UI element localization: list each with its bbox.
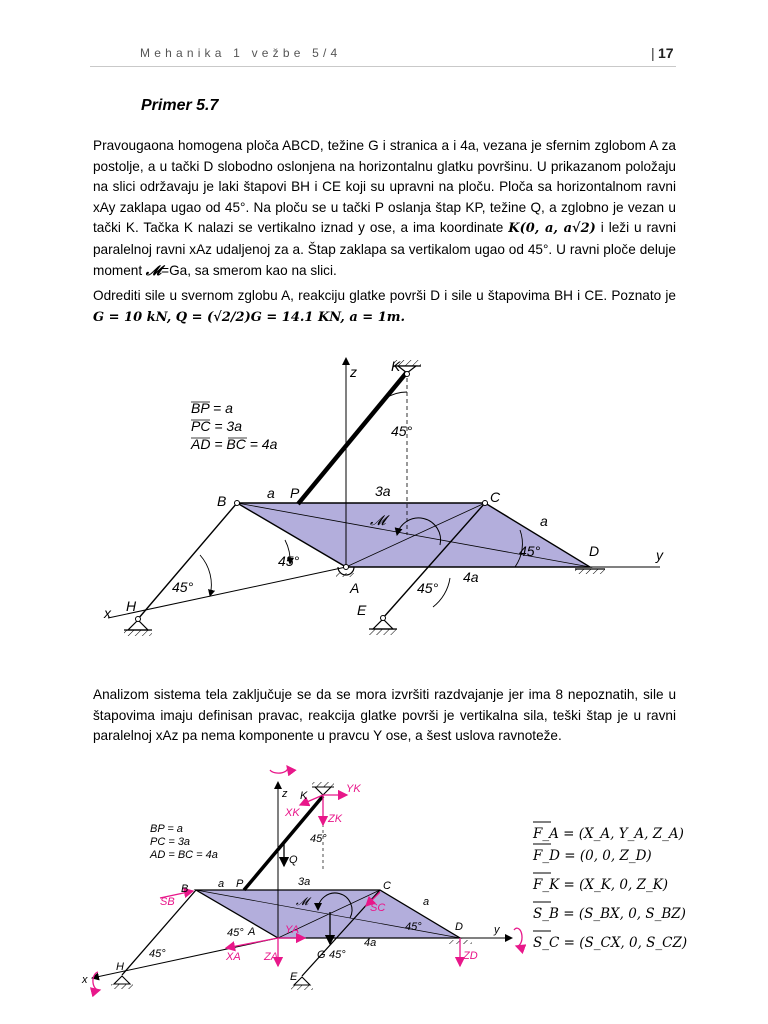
label-seg-a-right-2: a (423, 896, 430, 908)
label-k: K (391, 358, 401, 374)
label-seg-4a: 4a (463, 569, 479, 585)
equation-fd: F_D = (0, 0, Z_D) (533, 848, 652, 864)
label-e: E (357, 602, 367, 618)
equation-fk: F_K = (X_K, 0, Z_K) (533, 877, 669, 893)
angle-arc-left (200, 555, 211, 596)
label-seg-3a: 3a (375, 483, 391, 499)
joint-c (483, 501, 488, 506)
statement-text-3: =Ga, sa smerom kao na slici. (161, 262, 337, 278)
relation-ad-bc: AD = BC = 4a (191, 436, 278, 452)
label-angle-left: 45° (172, 579, 194, 595)
label-d-2: D (455, 921, 463, 933)
task-text: Odrediti sile u svernom zglobu A, reakciju glatke površi D i sile u štapovima BH i CE. Poznato je (93, 288, 676, 303)
rotation-x-icon (93, 972, 100, 990)
coordinate-k: K(0, a, a√2) (508, 221, 596, 237)
force-xa (226, 938, 278, 948)
label-seg-3a-2: 3a (298, 876, 311, 888)
statement-text-2: i leži u ravni paralelnoj ravni xAz udaljenoj za a. Štap zaklapa sa vertikalom ugao od 45°. U ravni ploče deluje moment (93, 220, 676, 278)
relation-ad-bc-2: AD = BC = 4a (150, 849, 218, 861)
label-sc: SC (370, 902, 386, 914)
relation-bp: BP = a (191, 400, 233, 416)
label-p: P (290, 485, 300, 501)
given-values: G = 10 kN, Q = (√2/2)G = 14.1 KN, a = 1m. (93, 309, 406, 325)
label-angle-center-2: 45° (227, 927, 244, 939)
equation-sb: S_B = (S_BX, 0, S_BZ) (533, 906, 686, 922)
support-h (124, 617, 152, 637)
rotation-y-icon (514, 928, 522, 946)
label-e-2: E (290, 971, 298, 983)
equation-fa: F_A = (X_A, Y_A, Z_A) (533, 826, 684, 842)
label-xk: XK (285, 807, 300, 819)
moment-symbol: 𝓜 (145, 262, 162, 279)
label-seg-a-top: a (267, 485, 275, 501)
rod-bh (138, 503, 237, 619)
label-z-2: z (282, 788, 288, 800)
joint-a (344, 565, 349, 570)
equation-sc: S_C = (S_CX, 0, S_CZ) (533, 935, 688, 951)
label-angle-center: 45° (278, 553, 300, 569)
rod-bh-2 (122, 890, 196, 975)
label-a: A (350, 580, 360, 596)
rotation-z-icon (270, 766, 288, 773)
label-angle-top-2: 45° (310, 833, 327, 845)
support-h-2 (111, 976, 133, 989)
label-sb: SB (160, 896, 175, 908)
x-axis (108, 567, 346, 618)
label-angle-right-2: 45° (405, 921, 422, 933)
label-d: D (589, 543, 600, 559)
label-x-2: x (82, 974, 88, 986)
label-h: H (126, 598, 137, 614)
support-e (369, 616, 397, 636)
label-zd: ZD (463, 950, 478, 962)
label-angle-bottom: 45° (417, 580, 439, 596)
label-seg-4a-2: 4a (364, 937, 377, 949)
support-d (575, 569, 605, 574)
page-number: 17 (658, 45, 674, 61)
label-moment: 𝓜 (370, 512, 386, 528)
figure-2 (81, 766, 687, 990)
analysis-paragraph: Analizom sistema tela zaključuje se da se mora izvršiti razdvajanje jer ima 8 nepoznatih, sile u štapovima imaju definisan pravac, reakcija glatke površi je vertikalna sila, teški štap je u ravni paralelnoj xAz pa nema komponente u pravcu Y ose, a šest uslova ravnoteže. (93, 687, 676, 744)
joint-b (235, 501, 240, 506)
label-ya: YA (285, 924, 300, 936)
label-angle-left-2: 45° (149, 948, 166, 960)
label-zk: ZK (328, 813, 343, 825)
relation-pc-2: PC = 3a (150, 836, 191, 848)
label-p-2: P (236, 878, 244, 890)
label-angle-right: 45° (519, 543, 541, 559)
label-c: C (490, 489, 501, 505)
label-z: z (350, 364, 357, 380)
label-xa: XA (226, 951, 241, 963)
label-seg-a-right: a (540, 513, 548, 529)
label-k-2: K (300, 790, 308, 802)
relation-bp-2: BP = a (150, 823, 183, 835)
label-moment-2: 𝓜 (296, 896, 309, 908)
label-b-2: B (181, 883, 189, 895)
label-q: Q (289, 854, 298, 866)
statement-text-1: Pravougaona homogena ploča ABCD, težine G i stranica a i 4a, vezana je sfernim zglobom A za postolje, a u tački D slobodno oslonjena na horizontalnu glatku površinu. U prikazanom položaju na slici održavaju je laki štapovi BH i CE koji su upravni na ploču. Ploča sa horizontalnom ravni xAy zaklapa ugao od 45°. Na ploču se u tački P oslanja štap KP, težine Q, a zglobno je vezan u tački K. Tačka K nalazi se vertikalno iznad y ose, a ima koordinate (93, 138, 676, 236)
relation-pc: PC = 3a (191, 418, 242, 434)
label-angle-top: 45° (391, 423, 413, 439)
header-separator: | (651, 45, 655, 61)
support-k-2 (312, 782, 334, 795)
label-g: G (317, 949, 326, 961)
label-c-2: C (383, 880, 391, 892)
label-x: x (104, 605, 111, 621)
label-y-2: y (494, 924, 500, 936)
example-title: Primer 5.7 (141, 97, 219, 114)
label-angle-bottom-2: 45° (329, 949, 346, 961)
label-a-2: A (248, 926, 256, 938)
running-header: Mehanika 1 vežbe 5/4 (140, 46, 342, 60)
label-yk: YK (346, 783, 361, 795)
label-za: ZA (264, 951, 279, 963)
label-h-2: H (116, 961, 124, 973)
label-seg-a-top-2: a (218, 878, 225, 890)
label-b: B (217, 493, 227, 509)
figure-1 (103, 358, 664, 636)
label-y: y (656, 547, 663, 563)
